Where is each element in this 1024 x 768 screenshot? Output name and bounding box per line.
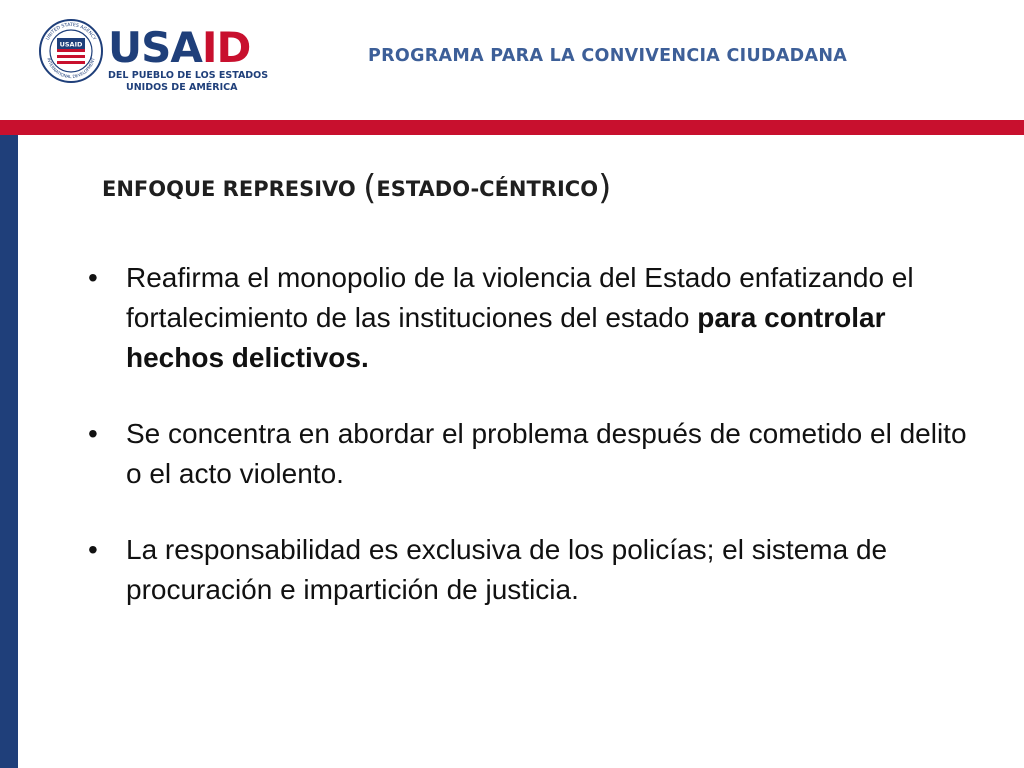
bullet-item bbox=[88, 530, 988, 610]
header bbox=[0, 0, 1024, 120]
slide-title bbox=[102, 168, 611, 208]
bullet-list bbox=[88, 258, 988, 610]
bullet-dot-icon: • bbox=[88, 534, 98, 565]
bullet-bold-text: para controlar hechos delictivos. bbox=[126, 302, 886, 373]
bullet-text: Se concentra en abordar el problema después de cometido el delito o el acto violento. bbox=[126, 418, 967, 489]
seal-inner-text: USAID bbox=[59, 40, 83, 49]
program-name: PROGRAMA PARA LA CONVIVENCIA CIUDADANA bbox=[368, 46, 848, 66]
bullet-text: La responsabilidad es exclusiva de los policías; el sistema de procuración e impartición de justicia. bbox=[126, 534, 888, 605]
usaid-seal-icon bbox=[38, 18, 104, 84]
seal-text-top: UNITED STATES AGENCY bbox=[45, 22, 97, 42]
bullet-dot-icon: • bbox=[88, 262, 98, 293]
title-open-paren: ( bbox=[363, 168, 377, 208]
bullet-item bbox=[88, 414, 988, 494]
seal-text-bottom: INTERNATIONAL DEVELOPMENT bbox=[46, 57, 96, 80]
bullet-text: Reafirma el monopolio de la violencia del Estado enfatizando el fortalecimiento de las instituciones del estado bbox=[126, 262, 914, 333]
title-close-paren: ) bbox=[598, 168, 612, 208]
usaid-tagline bbox=[108, 70, 268, 94]
usaid-wordmark-id: ID bbox=[201, 23, 251, 72]
bullet-item bbox=[88, 258, 988, 378]
usaid-wordmark bbox=[108, 23, 268, 72]
usaid-tagline-line1: DEL PUEBLO DE LOS ESTADOS bbox=[108, 70, 269, 81]
usaid-logo bbox=[108, 23, 269, 94]
usaid-tagline-line2: UNIDOS DE AMÉRICA bbox=[126, 82, 238, 93]
usaid-wordmark-usa: USA bbox=[108, 23, 202, 72]
title-main: ENFOQUE REPRESIVO bbox=[102, 177, 364, 201]
header-divider-red bbox=[0, 120, 1024, 135]
title-inner: ESTADO-CÉNTRICO bbox=[376, 177, 599, 201]
bullet-dot-icon: • bbox=[88, 418, 98, 449]
left-accent-bar bbox=[0, 135, 18, 768]
